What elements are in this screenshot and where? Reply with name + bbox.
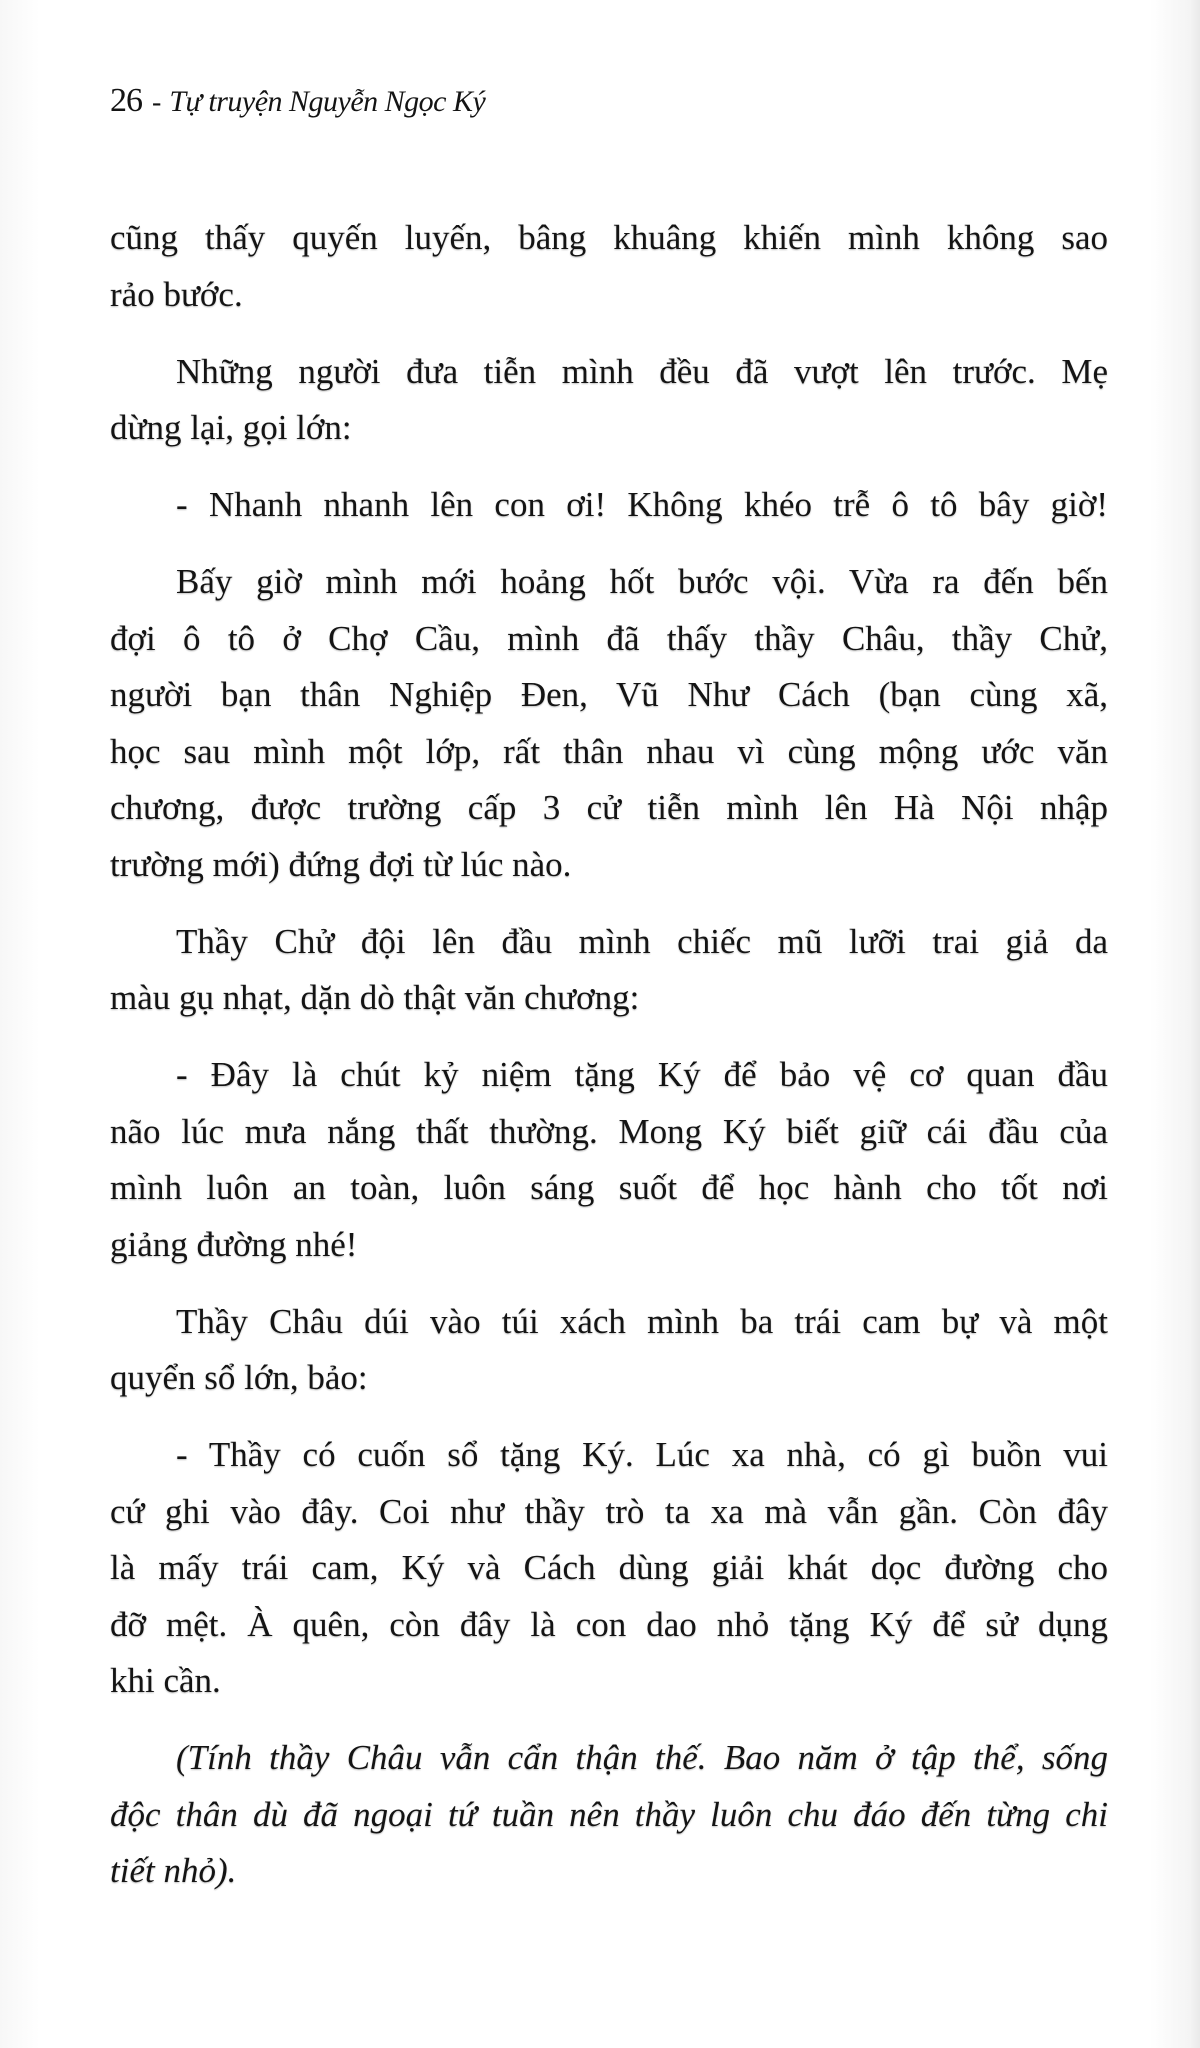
- text-line: là mấy trái cam, Ký và Cách dùng giải khát dọc đường cho: [110, 1548, 1108, 1587]
- text-line: Bấy giờ mình mới hoảng hốt bước vội. Vừa ra đến bến: [176, 562, 1108, 601]
- text-line: - Đây là chút kỷ niệm tặng Ký để bảo vệ cơ quan đầu: [176, 1055, 1108, 1094]
- paragraph: [110, 1427, 1108, 1710]
- text-line: (Tính thầy Châu vẫn cẩn thận thế. Bao năm ở tập thể, sống: [176, 1738, 1108, 1777]
- paragraph: [110, 1047, 1108, 1273]
- book-title: Tự truyện Nguyễn Ngọc Ký: [169, 85, 486, 118]
- text-line: - Thầy có cuốn sổ tặng Ký. Lúc xa nhà, có gì buồn vui: [176, 1435, 1108, 1474]
- paragraph: [110, 554, 1108, 893]
- text-line: giảng đường nhé!: [110, 1224, 358, 1264]
- body-text: [110, 210, 1108, 1920]
- text-line: quyển sổ lớn, bảo:: [110, 1358, 368, 1397]
- paragraph: [110, 1294, 1108, 1407]
- text-line: trường mới) đứng đợi từ lúc nào.: [110, 844, 572, 884]
- text-line: Những người đưa tiễn mình đều đã vượt lên trước. Mẹ: [176, 351, 1108, 391]
- text-line: cũng thấy quyến luyến, bâng khuâng khiến mình không sao: [110, 218, 1108, 257]
- paragraph: [110, 210, 1108, 323]
- text-line: - Nhanh nhanh lên con ơi! Không khéo trễ ô tô bây giờ!: [176, 485, 1108, 524]
- text-line: Thầy Chử đội lên đầu mình chiếc mũ lưỡi trai giả da: [176, 921, 1108, 961]
- header-separator: -: [152, 87, 162, 118]
- text-line: rảo bước.: [110, 274, 243, 314]
- text-line: não lúc mưa nắng thất thường. Mong Ký biết giữ cái đầu của: [110, 1111, 1108, 1151]
- text-line: tiết nhỏ).: [110, 1851, 237, 1890]
- text-line: khi cần.: [110, 1661, 221, 1700]
- paragraph: [110, 344, 1108, 457]
- text-line: chương, được trường cấp 3 cử tiễn mình lên Hà Nội nhập: [110, 788, 1108, 827]
- text-line: đỡ mệt. À quên, còn đây là con dao nhỏ tặng Ký để sử dụng: [110, 1604, 1108, 1644]
- running-header: [110, 81, 485, 121]
- text-line: độc thân dù đã ngoại tứ tuần nên thầy luôn chu đáo đến từng chi: [110, 1794, 1108, 1834]
- text-line: dừng lại, gọi lớn:: [110, 408, 352, 447]
- text-line: người bạn thân Nghiệp Đen, Vũ Như Cách (bạn cùng xã,: [110, 675, 1108, 714]
- text-line: mình luôn an toàn, luôn sáng suốt để học hành cho tốt nơi: [110, 1168, 1108, 1207]
- paragraph: [110, 477, 1108, 534]
- paragraph: [110, 914, 1108, 1027]
- text-line: đợi ô tô ở Chợ Cầu, mình đã thấy thầy Châu, thầy Chử,: [110, 618, 1108, 658]
- text-line: cứ ghi vào đây. Coi như thầy trò ta xa mà vẫn gần. Còn đây: [110, 1491, 1108, 1531]
- italic-note-paragraph: [110, 1730, 1108, 1900]
- text-line: Thầy Châu dúi vào túi xách mình ba trái cam bự và một: [176, 1301, 1108, 1341]
- page-number: 26: [110, 82, 142, 119]
- text-line: học sau mình một lớp, rất thân nhau vì cùng mộng ước văn: [110, 731, 1108, 771]
- text-line: màu gụ nhạt, dặn dò thật văn chương:: [110, 978, 640, 1017]
